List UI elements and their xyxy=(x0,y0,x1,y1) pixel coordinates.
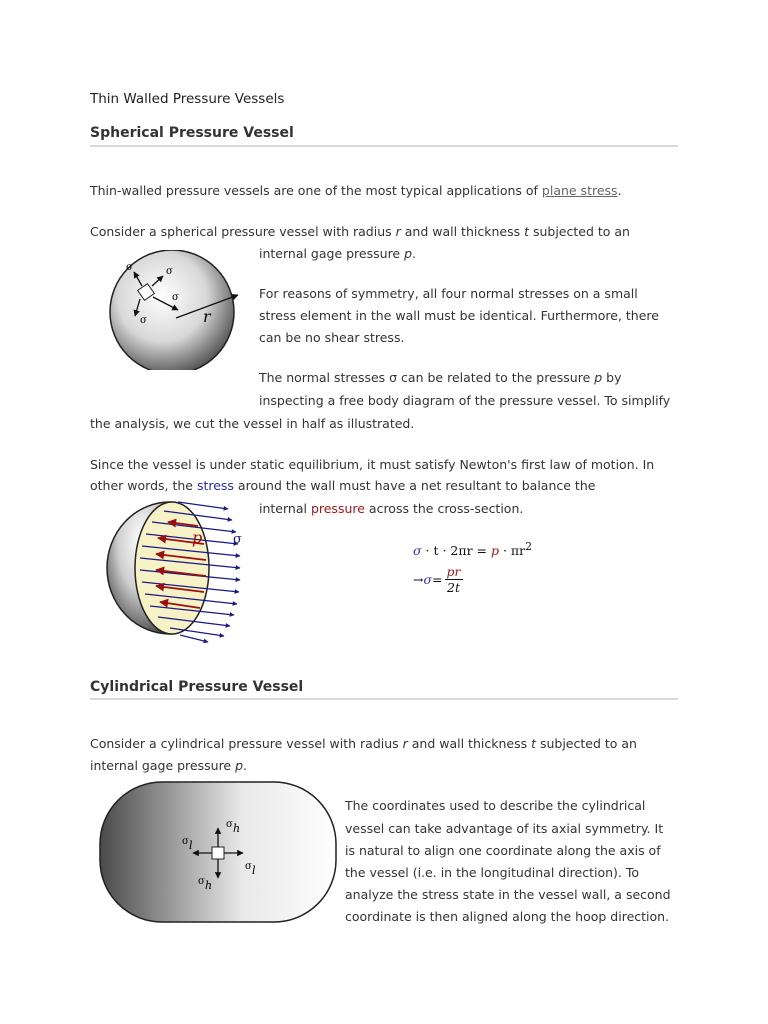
text-span: . xyxy=(412,246,417,261)
symmetry-line-3: can be no shear stress. xyxy=(259,330,405,345)
text-span: around the wall must have a net resultant to balance the xyxy=(233,478,596,493)
text-span: subjected to an xyxy=(535,736,637,751)
eq-numerator: pr xyxy=(446,564,461,580)
page-title: Thin Walled Pressure Vessels xyxy=(90,91,285,107)
eq-equals: = xyxy=(472,543,491,559)
cylindrical-consider-line-2 xyxy=(90,758,247,774)
text-span: and wall thickness xyxy=(400,224,525,239)
var-p: p xyxy=(235,758,244,773)
eq-sigma: σ xyxy=(423,572,433,588)
section-divider xyxy=(90,145,678,147)
eq-sigma: σ xyxy=(413,543,422,559)
text-span: Consider a cylindrical pressure vessel with radius xyxy=(90,736,403,751)
text-span: other words, the xyxy=(90,478,197,493)
hoop-subscript: h xyxy=(205,879,213,892)
sigma-label: σ xyxy=(182,836,189,847)
eq-term: · t · 2πr xyxy=(421,543,473,559)
cylindrical-consider-line-1 xyxy=(90,736,637,752)
spherical-intro xyxy=(90,183,622,199)
text-span: subjected to an xyxy=(528,224,630,239)
sigma-label: σ xyxy=(226,819,233,830)
pressure-word: pressure xyxy=(310,501,365,516)
eq-term: · πr xyxy=(499,543,526,559)
text-span: Consider a spherical pressure vessel with radius xyxy=(90,224,396,239)
longitudinal-subscript: l xyxy=(252,864,256,877)
coords-line-2: vessel can take advantage of its axial symmetry. It xyxy=(345,821,664,836)
eq-denominator: 2t xyxy=(447,580,460,596)
eq-p: p xyxy=(490,543,499,559)
equilibrium-equation xyxy=(413,540,532,595)
text-span: and wall thickness xyxy=(407,736,532,751)
stress-element xyxy=(212,847,224,859)
var-r: r xyxy=(402,736,408,751)
sigma-label: σ xyxy=(140,315,147,326)
half-sphere-free-body-diagram xyxy=(100,496,260,651)
eq-exponent: 2 xyxy=(525,540,533,553)
sigma-label: σ xyxy=(172,292,179,303)
section-divider xyxy=(90,698,678,700)
var-t: t xyxy=(524,224,529,239)
longitudinal-subscript: l xyxy=(189,839,193,852)
coords-line-1: The coordinates used to describe the cylindrical xyxy=(345,798,646,813)
text-span: internal gage pressure xyxy=(259,246,405,261)
plane-stress-link[interactable]: plane stress xyxy=(541,183,618,198)
stress-word: stress xyxy=(196,478,234,493)
symmetry-line-1: For reasons of symmetry, all four normal stresses on a small xyxy=(259,286,638,301)
equation-line-2 xyxy=(413,564,532,595)
sigma-label: σ xyxy=(233,532,242,547)
text-span: . xyxy=(243,758,248,773)
equil-line-3 xyxy=(259,501,523,517)
normal-line-2: inspecting a free body diagram of the pressure vessel. To simplify xyxy=(259,393,671,408)
spherical-consider-line-1 xyxy=(90,224,630,240)
section-heading-cylindrical: Cylindrical Pressure Vessel xyxy=(90,679,304,695)
equil-line-1: Since the vessel is under static equilibrium, it must satisfy Newton's first law of motion. In xyxy=(90,457,655,472)
eq-arrow: → xyxy=(413,572,424,588)
hoop-subscript: h xyxy=(233,822,241,835)
normal-line-1 xyxy=(259,370,622,386)
intro-end: . xyxy=(617,183,622,198)
var-r: r xyxy=(395,224,401,239)
sigma-label: σ xyxy=(166,266,173,277)
equil-line-2 xyxy=(90,478,595,494)
var-p: p xyxy=(404,246,413,261)
coords-line-5: analyze the stress state in the vessel wall, a second xyxy=(345,887,671,902)
text-span: The normal stresses σ can be related to the pressure xyxy=(259,370,595,385)
section-heading-spherical: Spherical Pressure Vessel xyxy=(90,125,294,141)
var-p: p xyxy=(594,370,603,385)
normal-line-3: the analysis, we cut the vessel in half as illustrated. xyxy=(90,416,415,431)
coords-line-3: is natural to align one coordinate along the axis of xyxy=(345,843,661,858)
intro-text: Thin-walled pressure vessels are one of the most typical applications of xyxy=(90,183,542,198)
eq-fraction xyxy=(445,564,463,595)
sigma-label: σ xyxy=(245,861,252,872)
spherical-consider-line-2 xyxy=(259,246,416,262)
text-span: by xyxy=(602,370,622,385)
text-span: across the cross-section. xyxy=(364,501,524,516)
cylinder-stress-diagram xyxy=(98,780,340,926)
pressure-label: p xyxy=(192,528,203,547)
sphere-stress-diagram xyxy=(100,250,250,370)
symmetry-line-2: stress element in the wall must be identical. Furthermore, there xyxy=(259,308,659,323)
sigma-label: σ xyxy=(198,876,205,887)
var-t: t xyxy=(531,736,536,751)
equation-line-1 xyxy=(413,540,532,558)
text-span: internal gage pressure xyxy=(90,758,236,773)
coords-line-6: coordinate is then aligned along the hoop direction. xyxy=(345,909,670,924)
eq-equals: = xyxy=(432,572,443,588)
text-span: internal xyxy=(259,501,311,516)
sigma-label: σ xyxy=(126,262,133,273)
coords-line-4: the vessel (i.e. in the longitudinal direction). To xyxy=(345,865,640,880)
radius-label: r xyxy=(203,307,211,326)
